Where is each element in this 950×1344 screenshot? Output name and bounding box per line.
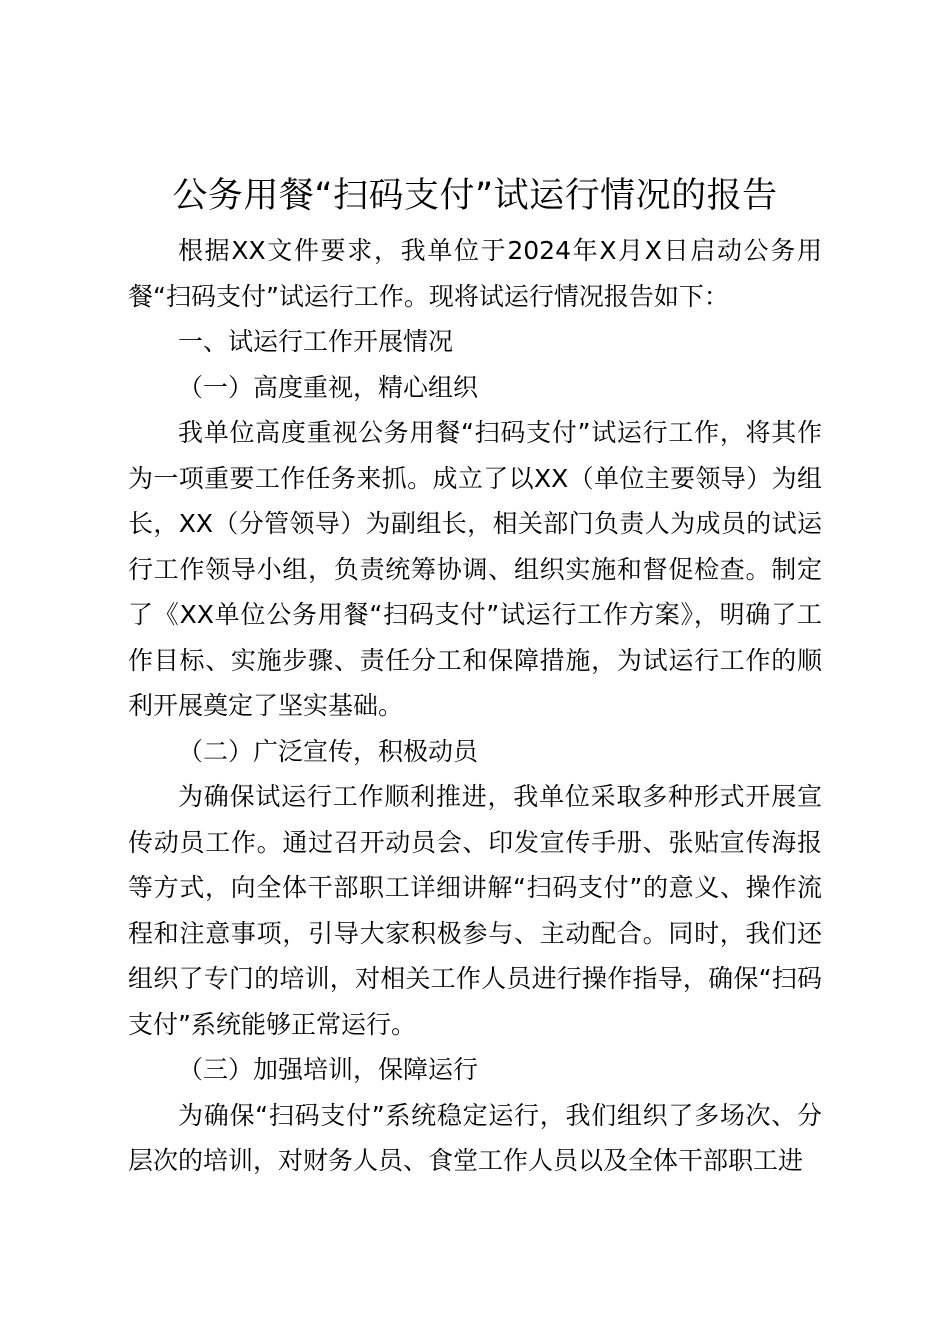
body-paragraph: 我单位高度重视公务用餐“扫码支付”试运行工作，将其作为一项重要工作任务来抓。成立了以XX（单位主要领导）为组长，XX（分管领导）为副组长，相关部门负责人为成员的试运行工作领导小组，负责统筹协调、组织实施和督促检查。制定了《XX单位公务用餐“扫码支付”试运行工作方案》，明确了工作目标、实施步骤、责任分工和保障措施，为试运行工作的顺利开展奠定了坚实基础。: [128, 418, 822, 720]
subsection-heading: （三）加强培训，保障运行: [178, 1055, 479, 1084]
body-paragraph: 为确保“扫码支付”系统稳定运行，我们组织了多场次、分层次的培训，对财务人员、食堂工作人员以及全体干部职工进: [128, 1100, 822, 1175]
subsection-heading: （二）广泛宣传，积极动员: [178, 736, 479, 766]
subsection-heading: （一）高度重视，精心组织: [178, 372, 479, 402]
section-heading: 一、试运行工作开展情况: [178, 327, 454, 356]
intro-paragraph: 根据XX文件要求，我单位于2024年X月X日启动公务用餐“扫码支付”试运行工作。现将试运行情况报告如下：: [128, 236, 822, 311]
document-title: 公务用餐“扫码支付”试运行情况的报告: [172, 176, 778, 216]
document-body: [128, 228, 822, 1184]
body-paragraph: 为确保试运行工作顺利推进，我单位采取多种形式开展宣传动员工作。通过召开动员会、印发宣传手册、张贴宣传海报等方式，向全体干部职工详细讲解“扫码支付”的意义、操作流程和注意事项，引导大家积极参与、主动配合。同时，我们还组织了专门的培训，对相关工作人员进行操作指导，确保“扫码支付”系统能够正常运行。: [128, 782, 822, 1039]
